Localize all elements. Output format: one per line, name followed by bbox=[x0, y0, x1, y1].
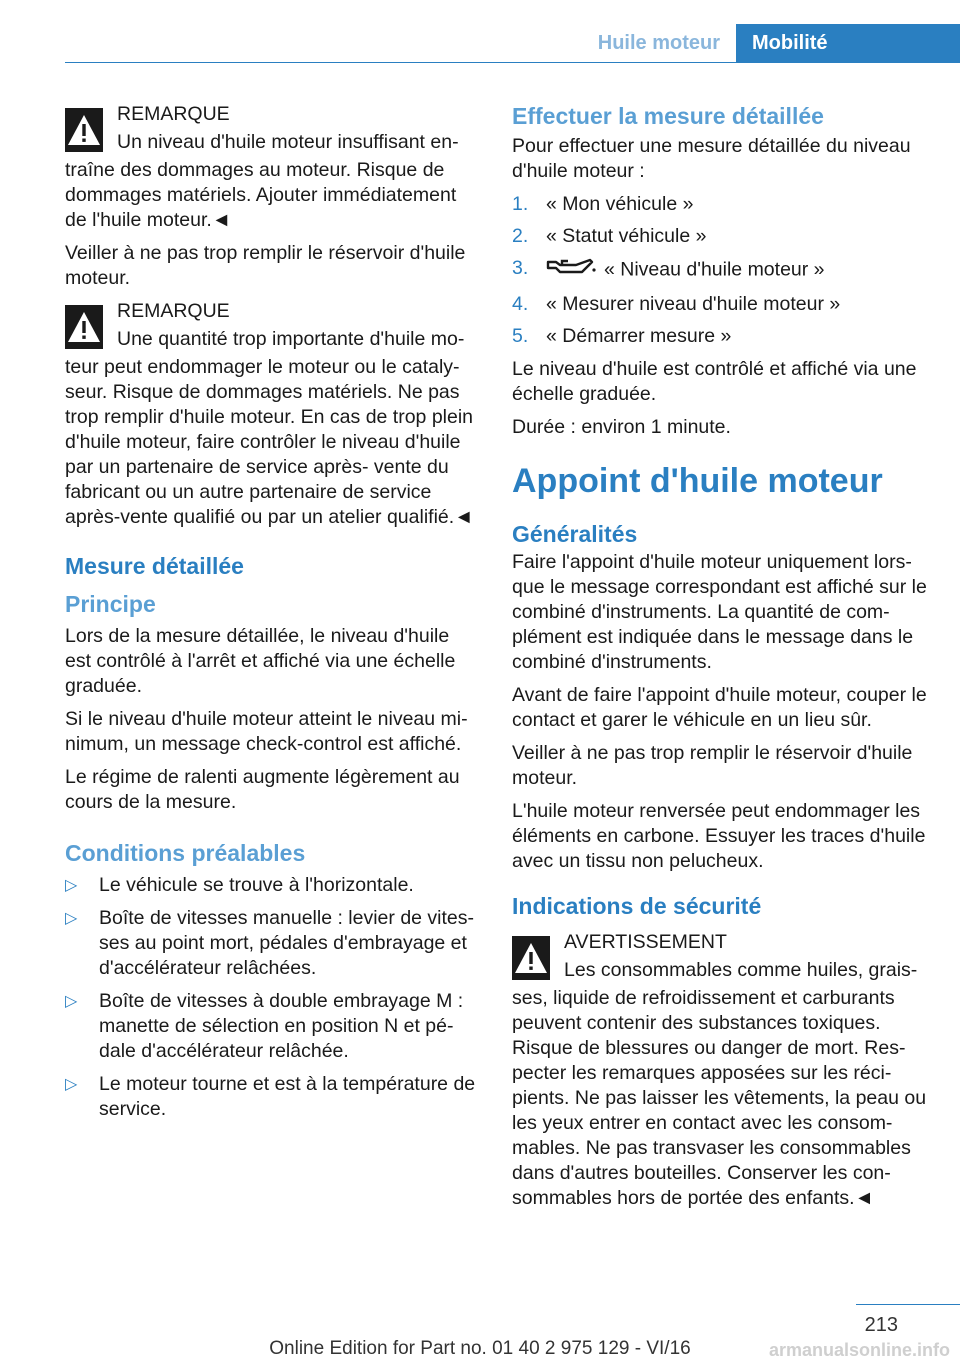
note-title: REMARQUE bbox=[117, 300, 230, 322]
note-body: teur peut endommager le moteur ou le cataly- seur. Risque de dommages matériels. Ne pas trop remplir d'huile moteur. En cas de trop plein d'huile moteur, faire contrôler le niveau d'huile par un partenaire de service après- vente du fabricant ou un autre partenaire de service après-vente qualifié ou par un atelier qualifié.◄ bbox=[65, 356, 474, 528]
footer-rule bbox=[856, 1304, 960, 1305]
watermark: armanualsonline.info bbox=[768, 1340, 950, 1360]
page-header bbox=[65, 24, 960, 63]
triangle-bullet-icon: ▷ bbox=[65, 1076, 78, 1093]
conditions-list bbox=[65, 873, 480, 1122]
heading-conditions: Conditions préalables bbox=[65, 840, 306, 866]
heading-generalites: Généralités bbox=[512, 521, 638, 547]
note-body: traîne des dommages au moteur. Risque de dommages matériels. Ajouter immédiatement de l'huile moteur.◄ bbox=[65, 159, 457, 231]
steps-list bbox=[512, 192, 928, 349]
paragraph: Veiller à ne pas trop remplir le réservoir d'huile moteur. bbox=[65, 242, 466, 289]
list-item: 2. « Statut véhicule » bbox=[512, 225, 707, 247]
note-first-line: Une quantité trop importante d'huile mo- bbox=[117, 328, 465, 350]
paragraph: Faire l'appoint d'huile moteur uniquement lors- que le message correspondant est affiché sur le combiné d'instruments. La quantité de com- plément est indiquée dans le message dans le combiné d'instruments. bbox=[512, 551, 927, 673]
warning-block bbox=[512, 930, 928, 1211]
note-first-line: Un niveau d'huile moteur insuffisant en- bbox=[117, 131, 459, 153]
paragraph: Pour effectuer une mesure détaillée du niveau d'huile moteur : bbox=[512, 135, 911, 182]
right-column bbox=[512, 102, 928, 1219]
triangle-bullet-icon: ▷ bbox=[65, 993, 78, 1010]
paragraph: Lors de la mesure détaillée, le niveau d'huile est contrôlé à l'arrêt et affiché via une échelle graduée. bbox=[65, 625, 456, 697]
warning-body: ses, liquide de refroidissement et carburants peuvent contenir des substances toxiques. Risque de blessures ou danger de mort. Res- pecter les remarques apposées sur les réci- pients. Ne pas laisser les vêtements, la peau ou les yeux entrer en contact avec les consom- mables. Ne pas transvaser les consommables dans d'autres bouteilles. Conserver les con- sommables hors de portée des enfants.◄ bbox=[512, 987, 927, 1209]
list-item: ▷ Boîte de vitesses manuelle : levier de vites- ses au point mort, pédales d'embrayage et d'accélérateur relâchées. bbox=[65, 907, 475, 979]
heading-mesure: Mesure détaillée bbox=[65, 553, 244, 579]
warning-triangle-icon bbox=[65, 108, 103, 152]
warning-triangle-icon bbox=[65, 305, 103, 349]
warning-triangle-icon bbox=[512, 936, 550, 980]
heading-securite: Indications de sécurité bbox=[512, 893, 762, 919]
heading-principe: Principe bbox=[65, 591, 156, 617]
list-item: ▷ Le moteur tourne et est à la température de service. bbox=[65, 1073, 476, 1120]
warning-first-line: Les consommables comme huiles, grais- bbox=[564, 959, 918, 981]
paragraph: Si le niveau d'huile moteur atteint le niveau mi- nimum, un message check-control est affiché. bbox=[65, 708, 468, 755]
paragraph: Le régime de ralenti augmente légèrement au cours de la mesure. bbox=[65, 766, 460, 813]
note-block bbox=[65, 102, 480, 233]
list-item: 3. « Niveau d'huile moteur » bbox=[512, 256, 928, 285]
list-item: 1. « Mon véhicule » bbox=[512, 193, 694, 215]
list-item: 4. « Mesurer niveau d'huile moteur » bbox=[512, 293, 841, 315]
paragraph: Veiller à ne pas trop remplir le réservoir d'huile moteur. bbox=[512, 742, 913, 789]
note-title: REMARQUE bbox=[117, 103, 230, 125]
warning-title: AVERTISSEMENT bbox=[564, 931, 727, 953]
paragraph: Durée : environ 1 minute. bbox=[512, 416, 731, 438]
list-item: 5. « Démarrer mesure » bbox=[512, 325, 732, 347]
paragraph: L'huile moteur renversée peut endommager les éléments en carbone. Essuyer les traces d'huile avec un tissu non pelucheux. bbox=[512, 800, 926, 872]
section-tab: Huile moteur bbox=[597, 32, 720, 54]
list-item: ▷ Boîte de vitesses à double embrayage M : manette de sélection en position N et pé- dale d'accélérateur relâchée. bbox=[65, 990, 464, 1062]
note-block bbox=[65, 299, 480, 530]
list-item: ▷ Le véhicule se trouve à l'horizontale. bbox=[65, 874, 414, 896]
paragraph: Le niveau d'huile est contrôlé et affiché via une échelle graduée. bbox=[512, 358, 917, 405]
triangle-bullet-icon: ▷ bbox=[65, 910, 78, 927]
oil-can-icon bbox=[546, 256, 596, 285]
edition-footer: Online Edition for Part no. 01 40 2 975 129 - VI/16 bbox=[269, 1338, 691, 1359]
heading-effectuer: Effectuer la mesure détaillée bbox=[512, 103, 824, 129]
triangle-bullet-icon: ▷ bbox=[65, 877, 78, 894]
page-number: 213 bbox=[864, 1314, 898, 1336]
chapter-tab: Mobilité bbox=[736, 24, 960, 62]
heading-appoint: Appoint d'huile moteur bbox=[512, 462, 883, 500]
left-column bbox=[65, 102, 480, 1130]
paragraph: Avant de faire l'appoint d'huile moteur, couper le contact et garer le véhicule en un lieu sûr. bbox=[512, 684, 927, 731]
